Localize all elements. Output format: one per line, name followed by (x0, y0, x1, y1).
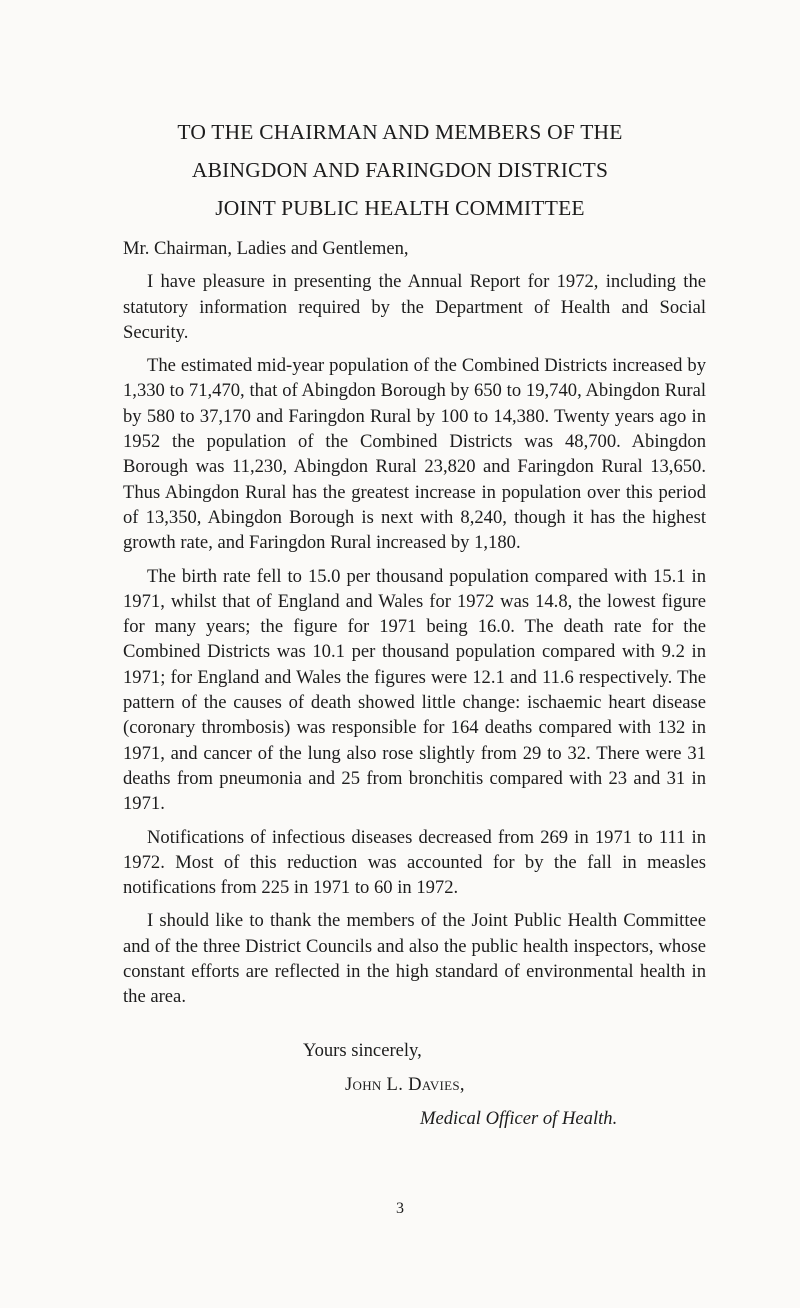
signatory-title: Medical Officer of Health. (420, 1108, 618, 1129)
paragraph-introduction: I have pleasure in presenting the Annual Report for 1972, including the statutory information required by the Department of Health and Social Security. (123, 271, 706, 343)
valediction: Yours sincerely, (303, 1040, 422, 1061)
paragraph-infectious-diseases: Notifications of infectious diseases decreased from 269 in 1971 to 111 in 1972. Most of this reduction was accounted for by the fall in measles notifications from 225 in 1971 to 60 in 1972. (123, 826, 706, 899)
letter-body (123, 236, 706, 1018)
heading-line-2: ABINGDON AND FARINGDON DISTRICTS (191, 158, 609, 182)
salutation: Mr. Chairman, Ladies and Gentlemen, (123, 238, 409, 259)
paragraph-acknowledgements: I should like to thank the members of the Joint Public Health Committee and of the three District Councils and also the public health inspectors, whose constant efforts are reflected in the high standard of environmental health in the area. (123, 910, 706, 1008)
report-heading (100, 113, 700, 227)
heading-line-1: TO THE CHAIRMAN AND MEMBERS OF THE (177, 120, 623, 144)
paragraph-birth-death-rates: The birth rate fell to 15.0 per thousand population compared with 15.1 in 1971, whilst that of England and Wales for 1972 was 14.8, the lowest figure for many years; the figure for 1971 being 16.0. The death rate for the Combined Districts was 10.1 per thousand population compared with 9.2 in 1971; for England and Wales the figures were 12.1 and 11.6 respectively. The pattern of the causes of death showed little change: ischaemic heart disease (coronary thrombosis) was responsible for 164 deaths compared with 132 in 1971, and cancer of the lung also rose slightly from 29 to 32. There were 31 deaths from pneumonia and 25 from bronchitis compared with 23 and 31 in 1971. (123, 565, 706, 815)
signatory-name: John L. Davies, (345, 1074, 465, 1095)
paragraph-population: The estimated mid-year population of the Combined Districts increased by 1,330 to 71,470, that of Abingdon Borough by 650 to 19,740, Abingdon Rural by 580 to 37,170 and Faringdon Rural by 100 to 14,380. Twenty years ago in 1952 the population of the Combined Districts was 48,700. Abingdon Borough was 11,230, Abingdon Rural 23,820 and Faringdon Rural 13,650. Thus Abingdon Rural has the greatest increase in population over this period of 13,350, Abingdon Borough is next with 8,240, though it has the highest growth rate, and Faringdon Rural increased by 1,180. (123, 355, 706, 554)
heading-line-3: JOINT PUBLIC HEALTH COMMITTEE (215, 196, 585, 220)
page-number: 3 (396, 1200, 404, 1217)
